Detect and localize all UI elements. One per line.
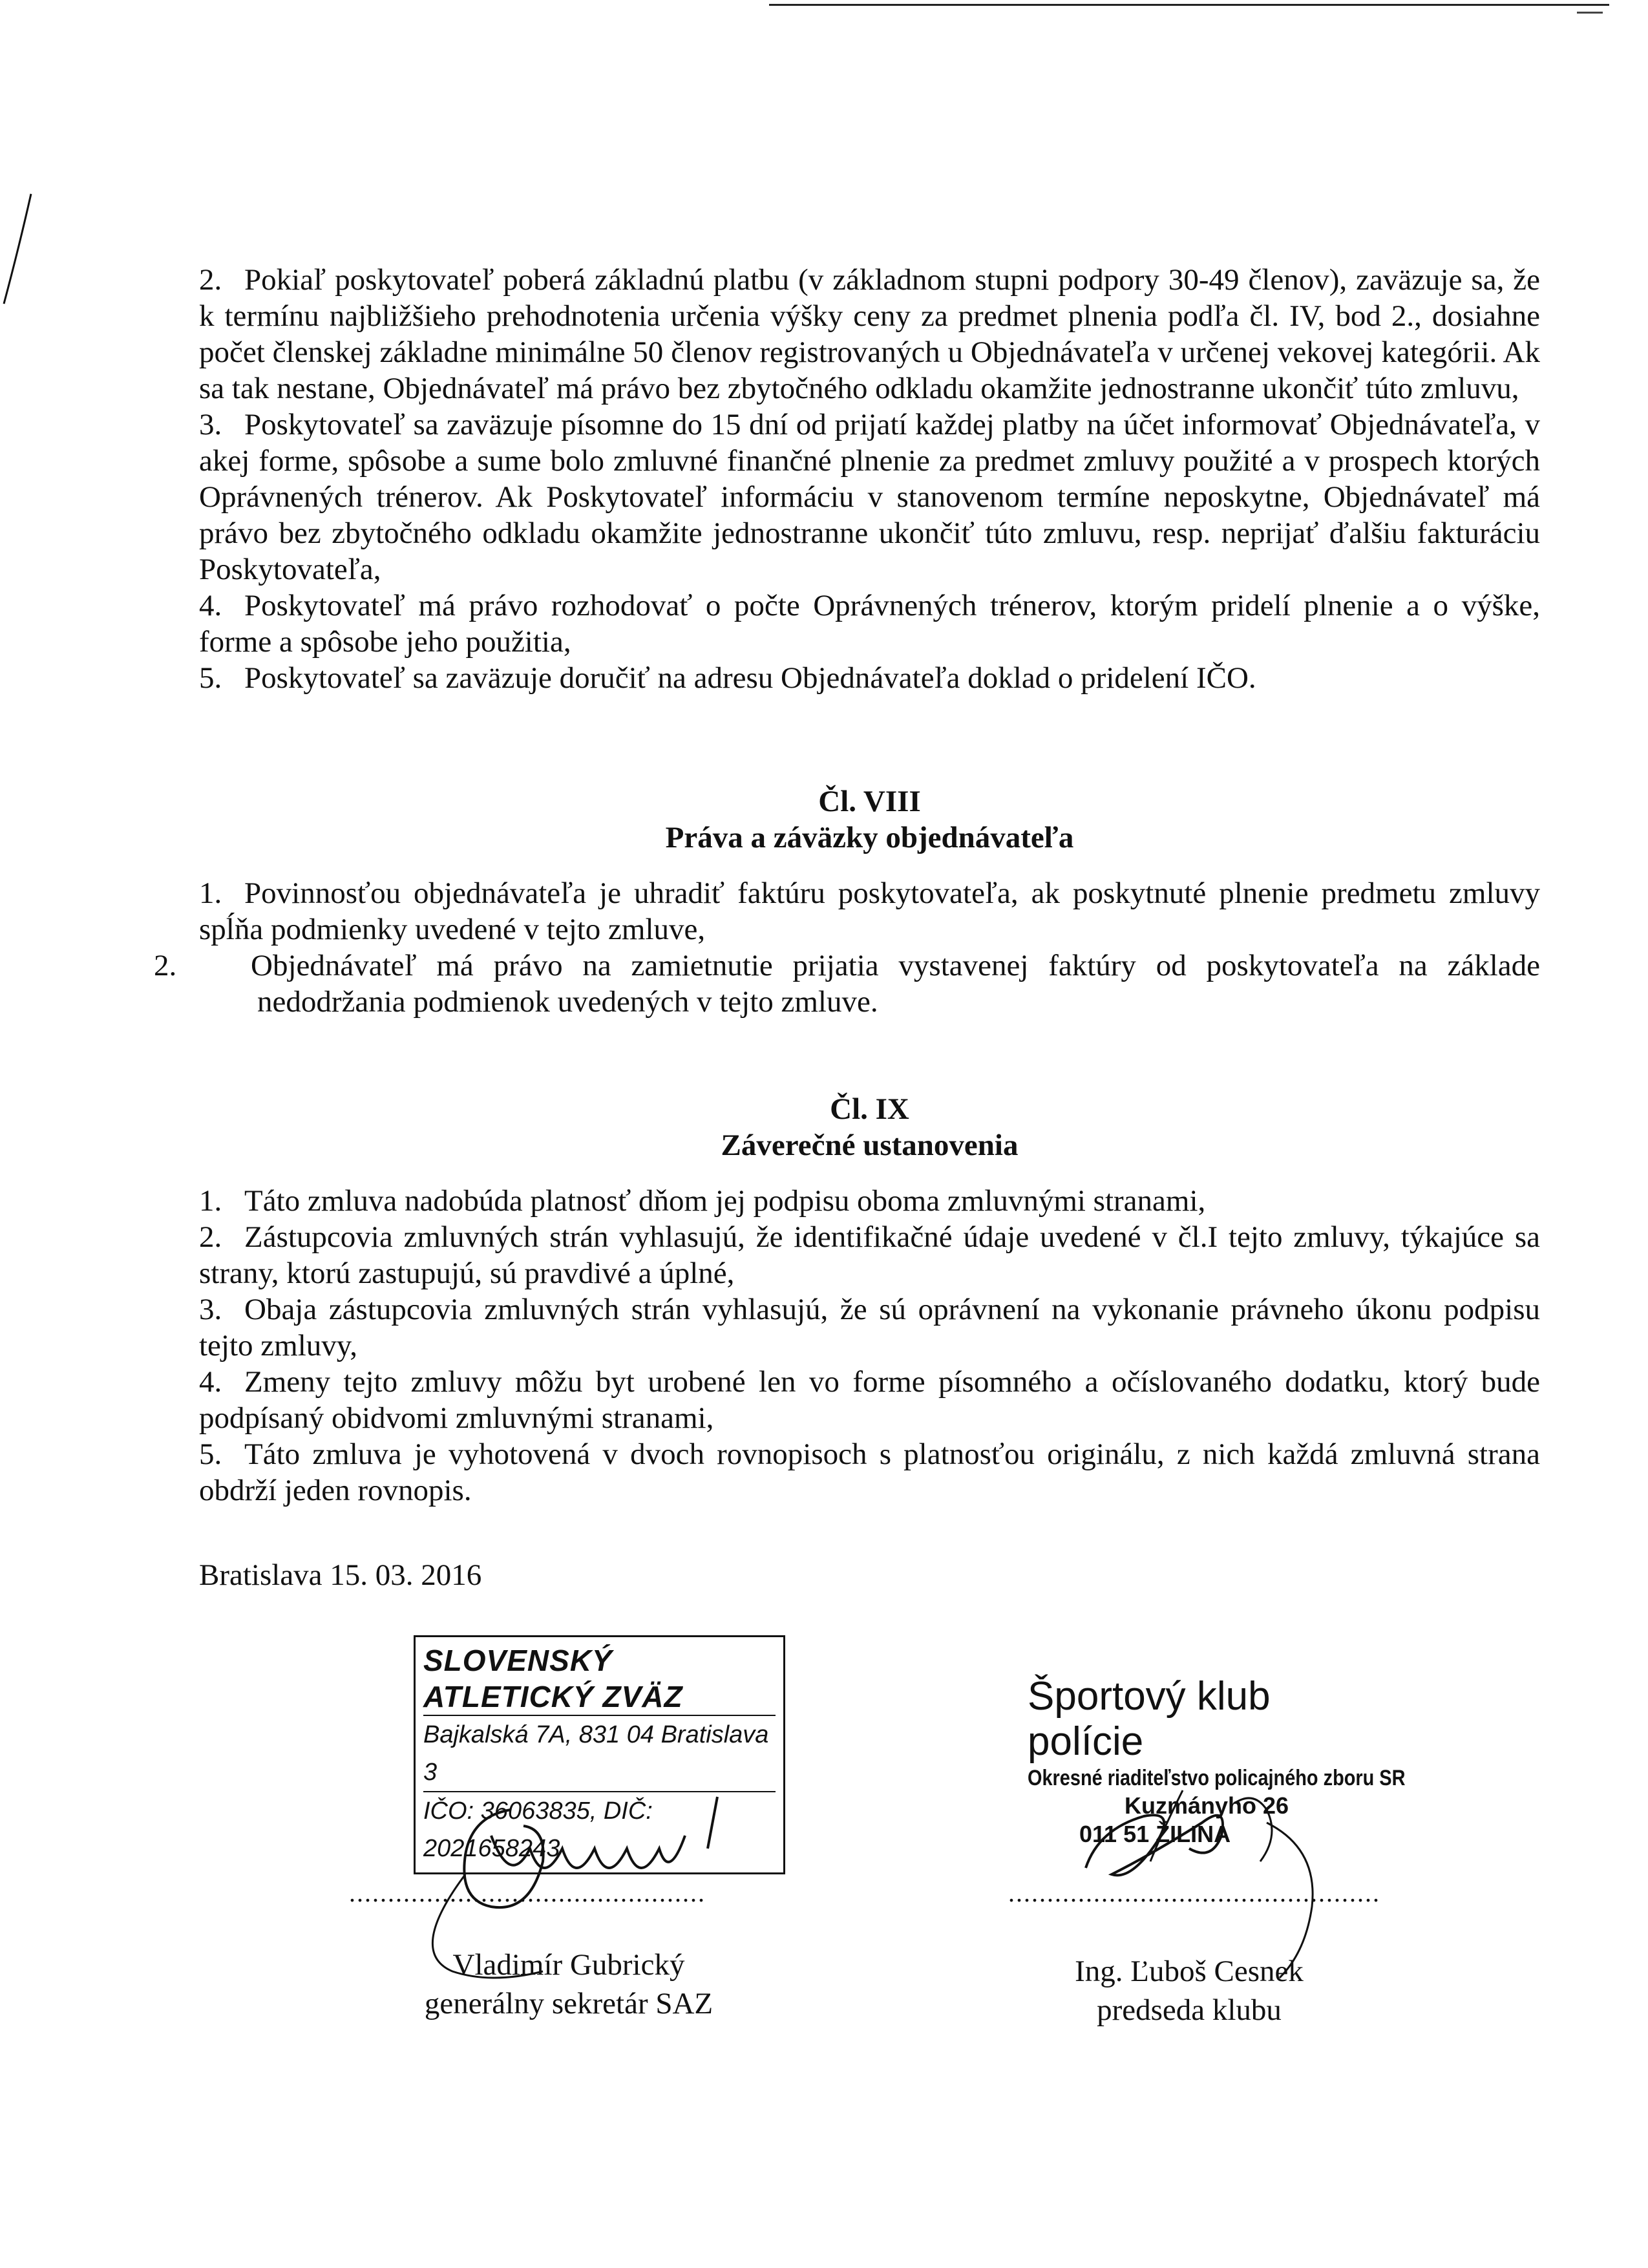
signatory-left-name: Vladimír Gubrický xyxy=(452,1948,685,1982)
article-viii-number: Čl. VIII xyxy=(818,785,921,818)
article-ix-item-5: 5. Táto zmluva je vyhotovená v dvoch rovnopisoch s platnosťou originálu, z nich každá zmluvná strana obdrží jeden rovnopis. xyxy=(199,1437,1540,1507)
signatory-left xyxy=(388,1945,750,2023)
article-ix-item-3: 3. Obaja zástupcovia zmluvných strán vyhlasujú, že sú oprávnení na vykonanie právneho úkonu podpisu tejto zmluvy, xyxy=(199,1293,1540,1362)
article-ix-list xyxy=(199,1183,1540,1509)
article-ix-item-4: 4. Zmeny tejto zmluvy môžu byt urobené len vo forme písomného a očíslovaného dodatku, ktorý bude podpísaný obidvomi zmluvnými stranami, xyxy=(199,1365,1540,1435)
stamp-left-name: SLOVENSKÝ ATLETICKÝ ZVÄZ xyxy=(423,1644,683,1713)
article-vii-list xyxy=(199,262,1540,696)
article-ix-number: Čl. IX xyxy=(830,1092,909,1126)
stamp-right-street: Kuzmányho 26 xyxy=(1125,1792,1289,1819)
signatory-right xyxy=(1021,1952,1357,2030)
signature-line-left: .............................................. xyxy=(349,1878,706,1907)
article-ix-item-1: 1. Táto zmluva nadobúda platnosť dňom jej podpisu oboma zmluvnými stranami, xyxy=(199,1184,1206,1218)
scan-edge-line xyxy=(769,4,1609,6)
contract-page-body xyxy=(154,262,1540,1593)
article-ix-item-2: 2. Zástupcovia zmluvných strán vyhlasujú, že identifikačné údaje uvedené v čl.I tejto zmluvy, týkajúce sa strany, ktorú zastupujú, sú pravdivé a úplné, xyxy=(199,1220,1540,1290)
stamp-right-name: Športový klub polície xyxy=(1028,1674,1271,1764)
article-vii-item-3: 3. Poskytovateľ sa zaväzuje písomne do 15 dní od prijatí každej platby na účet informovať Objednávateľa, v akej forme, spôsobe a sume bolo zmluvné finančné plnenie za predmet zmluvy použité a v prospech ktorých Oprávnených trénerov. Ak Poskytovateľ informáciu v stanovenom termíne neposkytne, Objednávateľ má právo bez zbytočného odkladu okamžite jednostranne ukončiť túto zmluvu, resp. neprijať ďalšiu fakturáciu Poskytovateľa, xyxy=(199,408,1540,586)
article-ix-title: Záverečné ustanovenia xyxy=(721,1129,1019,1162)
article-viii-item-1: 1. Povinnosťou objednávateľa je uhradiť faktúru poskytovateľa, ak poskytnuté plnenie predmetu zmluvy spĺňa podmienky uvedené v tejto zmluve, xyxy=(199,876,1540,946)
scan-edge-dash xyxy=(1577,12,1603,14)
article-vii-item-5: 5. Poskytovateľ sa zaväzuje doručiť na adresu Objednávateľa doklad o pridelení IČO. xyxy=(199,661,1256,695)
stamp-left-address: Bajkalská 7A, 831 04 Bratislava 3 xyxy=(423,1715,776,1791)
stamp-left-ids: IČO: 36063835, DIČ: 2021658243 xyxy=(423,1791,776,1867)
article-viii-title: Práva a záväzky objednávateľa xyxy=(665,821,1074,854)
stamp-right-org: Okresné riaditeľstvo policajného zboru SR xyxy=(1028,1766,1406,1790)
margin-pen-stroke xyxy=(0,0,39,310)
place-and-date: Bratislava 15. 03. 2016 xyxy=(199,1558,482,1592)
article-viii-list xyxy=(154,875,1540,1020)
signatory-right-name: Ing. Ľuboš Cesnek xyxy=(1075,1955,1304,1988)
article-vii-item-4: 4. Poskytovateľ má právo rozhodovať o počte Oprávnených trénerov, ktorým pridelí plnenie a o výške, forme a spôsobe jeho použitia, xyxy=(199,589,1540,659)
article-viii-item-2: 2. Objednávateľ má právo na zamietnutie prijatia vystavenej faktúry od poskytovateľa na základe nedodržania podmienok uvedených v tejto zmluve. xyxy=(154,949,1540,1019)
stamp-right-city: 011 51 ŽILINA xyxy=(1079,1821,1231,1847)
article-vii-item-2: 2. Pokiaľ poskytovateľ poberá základnú platbu (v základnom stupni podpory 30-49 členov), zaväzuje sa, že k termínu najbližšieho prehodnotenia určenia výšky ceny za predmet plnenia podľa čl. IV, bod 2., dosiahne počet členskej základne minimálne 50 členov registrovaných u Objednávateľa v určenej vekovej kategórii. Ak sa tak nestane, Objednávateľ má právo bez zbytočného odkladu okamžite jednostranne ukončiť túto zmluvu, xyxy=(199,263,1540,405)
signatory-left-role: generálny sekretár SAZ xyxy=(424,1987,713,2020)
signatory-right-role: predseda klubu xyxy=(1097,1993,1282,2027)
signature-line-right: ................................................ xyxy=(1008,1878,1380,1907)
